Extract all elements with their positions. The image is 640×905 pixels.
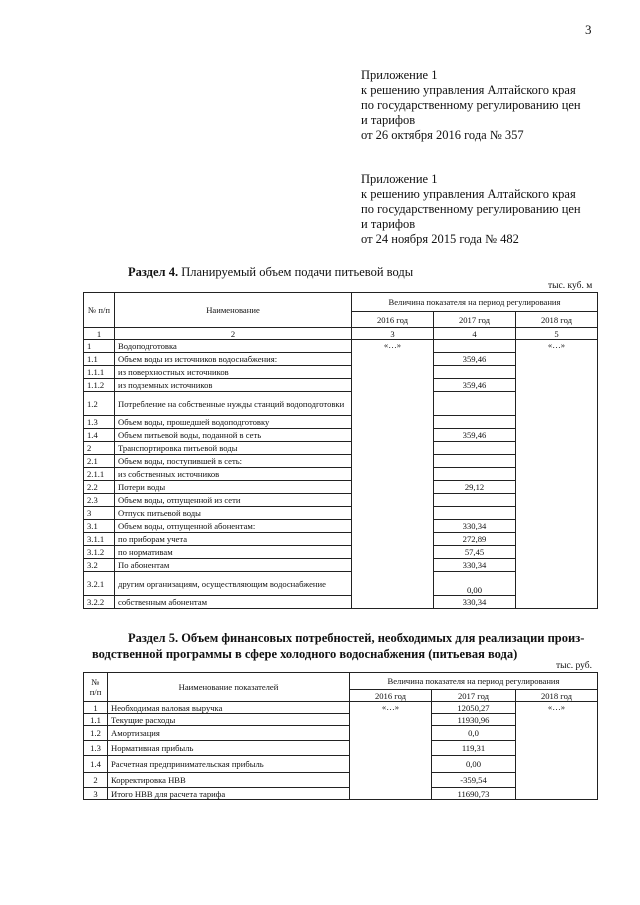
col-num-header: № п/п: [84, 673, 108, 702]
section4-table: [83, 292, 598, 609]
table-row: [84, 340, 598, 353]
row-name: собственным абонентам: [115, 596, 352, 609]
row-value-2017: 11930,96: [432, 714, 516, 726]
col-index: 5: [516, 328, 598, 340]
row-name: по нормативам: [115, 546, 352, 559]
row-name: Потребление на собственные нужды станций водоподготовки: [115, 392, 352, 416]
row-name: Объем воды из источников водоснабжения:: [115, 353, 352, 366]
row-name: Текущие расходы: [108, 714, 350, 726]
row-value-2017: [434, 455, 516, 468]
row-value-2017: 12050,27: [432, 702, 516, 714]
row-name: Объем питьевой воды, поданной в сеть: [115, 429, 352, 442]
col-2017-header: 2017 год: [434, 312, 516, 328]
row-num: 1.1.2: [84, 379, 115, 392]
appendix-line: от 24 ноября 2015 года № 482: [361, 232, 519, 246]
col-2017-header: 2017 год: [432, 690, 516, 702]
section4-unit: тыс. куб. м: [548, 281, 593, 291]
col-2018-header: 2018 год: [516, 312, 598, 328]
row-value-2017: 11690,73: [432, 788, 516, 800]
section4-heading: Планируемый объем подачи питьевой воды: [181, 265, 414, 279]
row-name: Водоподготовка: [115, 340, 352, 353]
row-num: 3.1: [84, 520, 115, 533]
row-value-2017: 0,00: [432, 756, 516, 773]
col-name-header: Наименование: [115, 293, 352, 328]
col-index: 2: [115, 328, 352, 340]
appendix-block-current: [361, 68, 581, 143]
row-value-2017: 119,31: [432, 741, 516, 756]
appendix-line: от 26 октября 2016 года № 357: [361, 128, 524, 142]
row-value-2017: 57,45: [434, 546, 516, 559]
col-name-header: Наименование показателей: [108, 673, 350, 702]
placeholder-2016: «…»: [352, 340, 434, 609]
section5-title: [92, 630, 602, 662]
col-index: 1: [84, 328, 115, 340]
row-name: Транспортировка питьевой воды: [115, 442, 352, 455]
row-num: 3: [84, 507, 115, 520]
page-number: 3: [585, 22, 592, 37]
row-num: 2: [84, 442, 115, 455]
row-num: 2.2: [84, 481, 115, 494]
col-2016-header: 2016 год: [350, 690, 432, 702]
row-value-2017: 29,12: [434, 481, 516, 494]
row-name: Объем воды, поступившей в сеть:: [115, 455, 352, 468]
row-value-2017: [434, 507, 516, 520]
row-num: 1.4: [84, 756, 108, 773]
row-name: Амортизация: [108, 726, 350, 741]
row-num: 1: [84, 340, 115, 353]
row-name: Корректировка НВВ: [108, 773, 350, 788]
row-value-2017: [434, 340, 516, 353]
row-name: Потери воды: [115, 481, 352, 494]
row-name: Объем воды, отпущенной из сети: [115, 494, 352, 507]
row-name: Отпуск питьевой воды: [115, 507, 352, 520]
row-num: 3.2: [84, 559, 115, 572]
section5-unit: тыс. руб.: [556, 661, 592, 671]
col-num-header: № п/п: [84, 293, 115, 328]
appendix-line: к решению управления Алтайского края: [361, 83, 576, 97]
appendix-line: по государственному регулированию цен: [361, 98, 581, 112]
row-num: 3.2.2: [84, 596, 115, 609]
row-num: 1.3: [84, 416, 115, 429]
section5-heading-line1: Объем финансовых потребностей, необходимых для реализации произ-: [181, 631, 585, 645]
row-num: 1.1: [84, 353, 115, 366]
row-value-2017: 272,89: [434, 533, 516, 546]
row-value-2017: [434, 366, 516, 379]
appendix-line: и тарифов: [361, 113, 416, 127]
row-value-2017: 330,34: [434, 596, 516, 609]
row-num: 3.1.1: [84, 533, 115, 546]
row-num: 2.3: [84, 494, 115, 507]
section5-label: Раздел 5.: [128, 631, 179, 645]
row-value-2017: -359,54: [432, 773, 516, 788]
col-period-header: Величина показателя на период регулирования: [352, 293, 598, 312]
row-num: 1.1: [84, 714, 108, 726]
row-name: Итого НВВ для расчета тарифа: [108, 788, 350, 800]
row-value-2017: 330,34: [434, 559, 516, 572]
row-name: из поверхностных источников: [115, 366, 352, 379]
section5-table: [83, 672, 598, 800]
row-name: Объем воды, отпущенной абонентам:: [115, 520, 352, 533]
col-index: 4: [434, 328, 516, 340]
section4-label: Раздел 4.: [128, 265, 179, 279]
section4-title: [128, 265, 413, 280]
col-period-header: Величина показателя на период регулирования: [350, 673, 598, 690]
row-value-2017: [434, 416, 516, 429]
row-num: 2.1: [84, 455, 115, 468]
row-value-2017: 359,46: [434, 429, 516, 442]
placeholder-2016: «…»: [350, 702, 432, 800]
appendix-line: по государственному регулированию цен: [361, 202, 581, 216]
row-num: 1.2: [84, 392, 115, 416]
row-name: из собственных источников: [115, 468, 352, 481]
row-num: 3.1.2: [84, 546, 115, 559]
row-num: 3.2.1: [84, 572, 115, 596]
row-num: 1.2: [84, 726, 108, 741]
row-value-2017: [434, 468, 516, 481]
row-num: 3: [84, 788, 108, 800]
section5-heading-line2: водственной программы в сфере холодного водоснабжения (питьевая вода): [92, 647, 518, 661]
row-name: Необходимая валовая выручка: [108, 702, 350, 714]
row-value-2017: 0,00: [434, 572, 516, 596]
row-name: из подземных источников: [115, 379, 352, 392]
col-2016-header: 2016 год: [352, 312, 434, 328]
row-num: 1.1.1: [84, 366, 115, 379]
row-value-2017: [434, 392, 516, 416]
row-num: 2.1.1: [84, 468, 115, 481]
appendix-block-original: [361, 172, 581, 247]
col-index: 3: [352, 328, 434, 340]
row-name: Расчетная предпринимательская прибыль: [108, 756, 350, 773]
row-num: 1: [84, 702, 108, 714]
row-num: 1.3: [84, 741, 108, 756]
row-num: 2: [84, 773, 108, 788]
appendix-line: к решению управления Алтайского края: [361, 187, 576, 201]
row-value-2017: 330,34: [434, 520, 516, 533]
col-2018-header: 2018 год: [516, 690, 598, 702]
row-name: По абонентам: [115, 559, 352, 572]
row-num: 1.4: [84, 429, 115, 442]
row-name: Нормативная прибыль: [108, 741, 350, 756]
table-row: [84, 702, 598, 714]
appendix-line: Приложение 1: [361, 172, 438, 186]
row-name: другим организациям, осуществляющим водоснабжение: [115, 572, 352, 596]
row-value-2017: [434, 494, 516, 507]
row-value-2017: [434, 442, 516, 455]
row-value-2017: 359,46: [434, 379, 516, 392]
placeholder-2018: «…»: [516, 340, 598, 609]
row-name: Объем воды, прошедшей водоподготовку: [115, 416, 352, 429]
row-name: по приборам учета: [115, 533, 352, 546]
row-value-2017: 359,46: [434, 353, 516, 366]
placeholder-2018: «…»: [516, 702, 598, 800]
appendix-line: Приложение 1: [361, 68, 438, 82]
appendix-line: и тарифов: [361, 217, 416, 231]
row-value-2017: 0,0: [432, 726, 516, 741]
